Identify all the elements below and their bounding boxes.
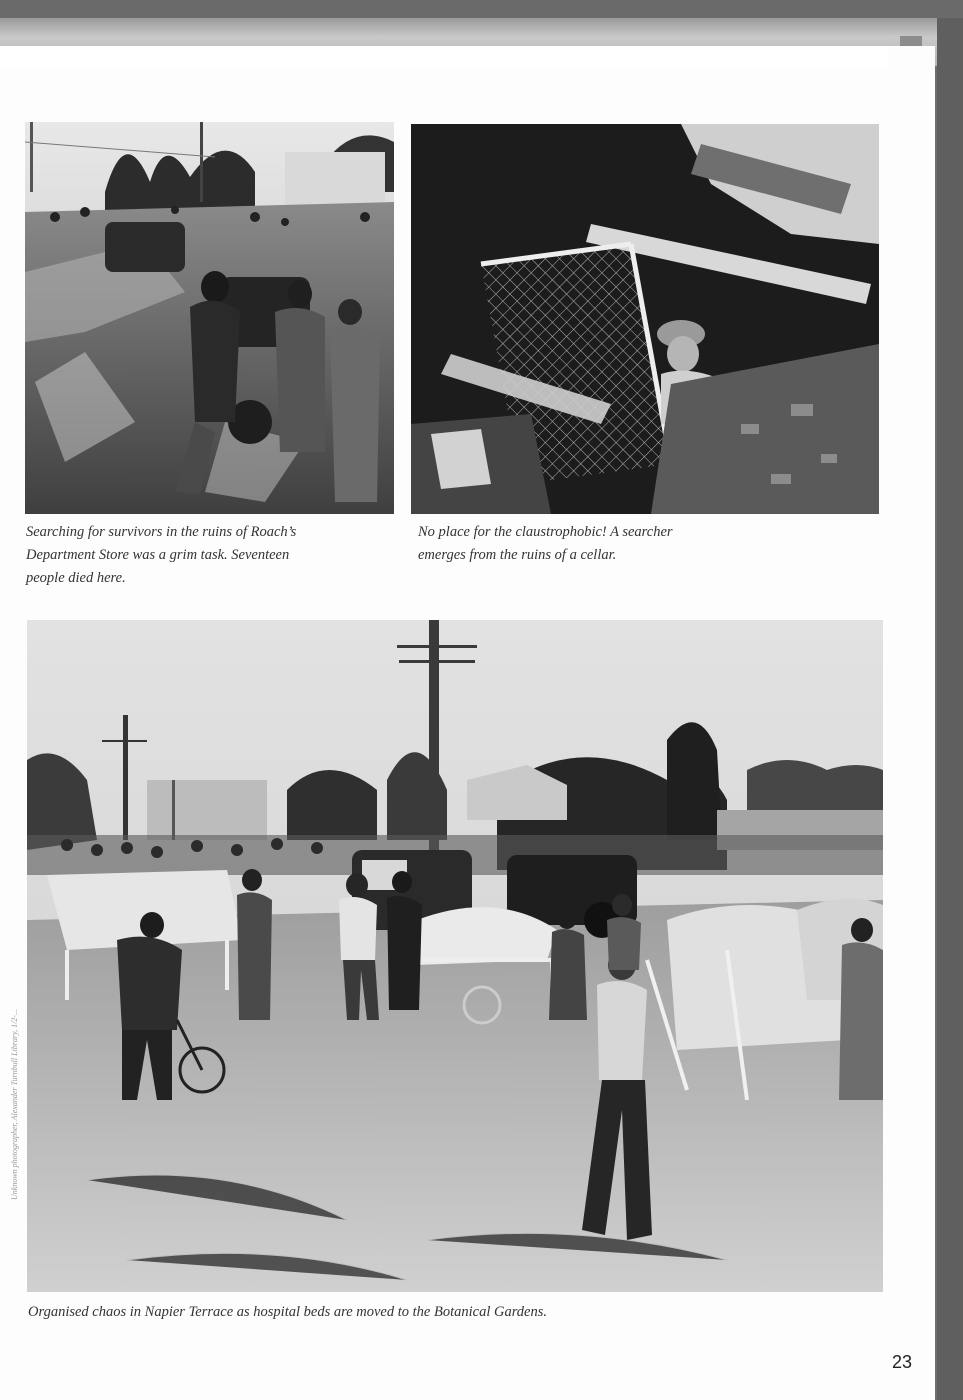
caption-department-store: Searching for survivors in the ruins of Roach’s Department Store was a grim task. Seventeen people died here. xyxy=(26,524,297,586)
page-number: 23 xyxy=(892,1352,913,1372)
scan-border-right xyxy=(937,18,963,1400)
page-top-strip xyxy=(0,46,888,66)
photo-ruins-department-store xyxy=(25,122,394,514)
scan-border-top xyxy=(0,0,963,20)
photo-credit: Unknown photographer, Alexander Turnbull Library, 1/2-... xyxy=(10,1009,19,1200)
photo-napier-terrace-hospital-beds xyxy=(27,620,883,1292)
caption-napier-terrace: Organised chaos in Napier Terrace as hospital beds are moved to the Botanical Gardens. xyxy=(28,1304,548,1320)
photo-cellar-searcher xyxy=(411,124,879,514)
caption-cellar: No place for the claustrophobic! A searcher emerges from the ruins of a cellar. xyxy=(418,524,673,563)
